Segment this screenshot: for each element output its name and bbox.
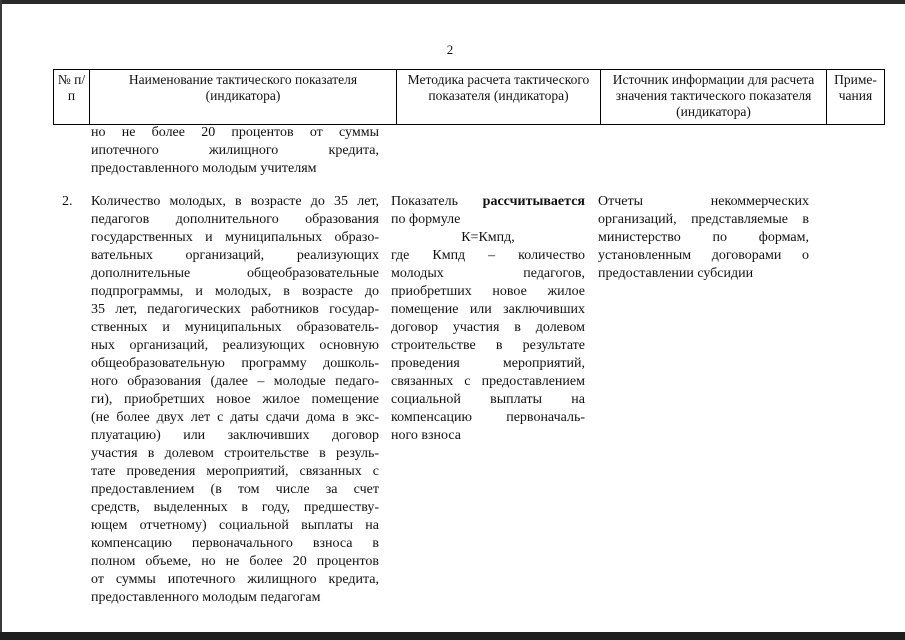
source-line: Отчеты некоммерческих	[598, 194, 809, 209]
row-number: 2.	[62, 194, 73, 209]
text-line: предоставленного молодым педагогам	[91, 590, 321, 605]
method-line: проведения мероприятий,	[391, 356, 585, 371]
scan-edge-bottom	[0, 632, 905, 640]
header-num: № п/п	[54, 70, 90, 125]
scan-edge-top	[0, 0, 905, 4]
text-line: ги), приобретших новое жилое помещение	[91, 392, 379, 407]
text-line: ного образования (далее – молодые педаго-	[91, 374, 379, 389]
method-line: ного взноса	[391, 428, 461, 443]
source-line: организаций, представляемые в	[598, 212, 809, 227]
page-number: 2	[446, 42, 454, 57]
continuation-text	[91, 124, 379, 178]
text-line: предоставленного молодым учителям	[91, 161, 317, 176]
calculation-method	[391, 193, 585, 445]
text-line: ющем отчетному) социальной выплаты на	[91, 518, 379, 533]
method-line: связанных с предоставлением	[391, 374, 585, 389]
text-line: тате проведения мероприятий, связанных с	[91, 464, 379, 479]
source-line: предоставлении субсидии	[598, 266, 754, 281]
header-source: Источник информации для расчета значения тактического показателя (индикатора)	[601, 70, 827, 125]
text-line: 35 лет, педагогических работников государ-	[91, 302, 379, 317]
text-line: ных организаций, реализующих основную	[91, 338, 379, 353]
text-line: средств, выделенных в году, предшеству-	[91, 500, 379, 515]
text-line: подпрограммы, и молодых, в возрасте до	[91, 284, 379, 299]
text-line: полном объеме, но не более 20 процентов	[91, 554, 379, 569]
formula: К=Кмпд,	[461, 230, 515, 245]
text-line: педагогов дополнительного образования	[91, 212, 379, 227]
indicator-name	[91, 193, 379, 607]
method-line: социальной выплаты на	[391, 392, 585, 407]
method-line: по формуле	[391, 212, 461, 227]
method-line: помещение или заключивших	[391, 302, 585, 317]
text-line: но не более 20 процентов от суммы	[91, 125, 379, 140]
text-line: участия в долевом строительстве в резуль-	[91, 446, 379, 461]
text-line: плуатацию) или заключивших договор	[91, 428, 379, 443]
header-notes: Приме-чания	[827, 70, 885, 125]
method-line: договор участия в долевом	[391, 320, 585, 335]
text-line: предоставлением (в том числе за счет	[91, 482, 379, 497]
method-line	[391, 193, 585, 211]
text-line: Количество молодых, в возрасте до 35 лет,	[91, 194, 379, 209]
header-method: Методика расчета тактического показателя (индикатора)	[397, 70, 601, 125]
header-name: Наименование тактического показателя (индикатора)	[90, 70, 397, 125]
information-source	[598, 193, 809, 283]
method-line: приобретших новое жилое	[391, 284, 585, 299]
method-emphasis: рассчитывается	[482, 194, 585, 209]
method-word: Показатель	[391, 194, 458, 209]
method-line: строительстве в результате	[391, 338, 585, 353]
text-line: вательных организаций, реализующих	[91, 248, 379, 263]
source-line: установленным договорами о	[598, 248, 809, 263]
method-line: компенсацию первоначаль-	[391, 410, 585, 425]
text-line: компенсацию первоначального взноса в	[91, 536, 379, 551]
text-line: от суммы ипотечного жилищного кредита,	[91, 572, 379, 587]
scan-edge-left	[0, 0, 2, 640]
method-line: где Кмпд – количество	[391, 248, 585, 263]
table-header	[53, 69, 885, 125]
source-line: министерство по формам,	[598, 230, 809, 245]
method-line: молодых педагогов,	[391, 266, 585, 281]
text-line: ственных и муниципальных образователь-	[91, 320, 379, 335]
text-line: государственных и муниципальных образо-	[91, 230, 379, 245]
text-line: общеобразовательную программу дошколь-	[91, 356, 379, 371]
text-line: (не более двух лет с даты сдачи дома в экс-	[91, 410, 379, 425]
text-line: ипотечного жилищного кредита,	[91, 143, 379, 158]
text-line: дополнительные общеобразовательные	[91, 266, 379, 281]
